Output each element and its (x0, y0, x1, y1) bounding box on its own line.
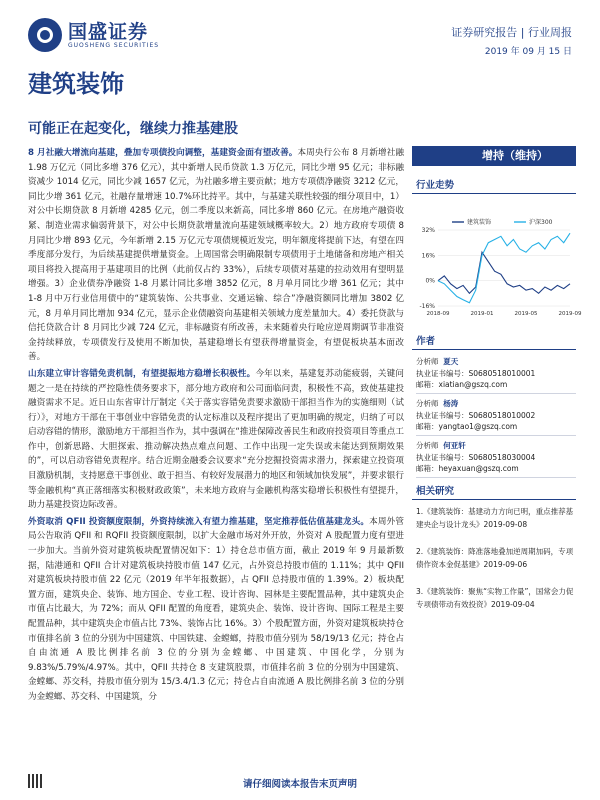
x-tick-label: 2019-05 (514, 311, 538, 317)
paragraph-lead: 外资取消 QFII 投资额度限制，外资持续流入有望力推基建，坚定推荐低估值基建龙头。 (28, 516, 370, 527)
report-body (28, 146, 404, 707)
paragraph-1 (28, 146, 404, 365)
related-item-1[interactable]: 1.《建筑装饰：基建动力方向已明，重点推荐基建央企与设计龙头》2019-09-08 (416, 507, 574, 529)
y-tick-label: 0% (425, 277, 435, 285)
paragraph-lead: 8 月社融大增流向基建，叠加专项债投向调整，基建资金面有望改善。 (28, 148, 298, 158)
analyst-email[interactable]: 邮箱：heyaxuan@gszq.com (416, 463, 576, 478)
x-tick-label: 2018-09 (426, 311, 450, 317)
x-tick-label: 2019-09 (558, 311, 582, 317)
related-item-2[interactable]: 2.《建筑装饰：降准落地叠加逆周期加码，专项债作资本金促基建》2019-09-06 (416, 547, 574, 569)
logo-english-name: GUOSHENG SECURITIES (68, 41, 160, 49)
paragraph-3 (28, 515, 404, 705)
analyst-cert: 执业证书编号：S0680518030004 (416, 452, 536, 462)
analyst-3 (416, 440, 576, 478)
y-tick-label: 32% (421, 227, 435, 234)
legend-label: 沪深300 (529, 219, 553, 226)
legend-label: 建筑装饰 (467, 219, 492, 226)
report-date: 2019 年 09 月 15 日 (484, 47, 572, 57)
analyst-1 (416, 356, 576, 394)
analyst-name: 杨涛 (443, 399, 459, 408)
industry-trend-chart (412, 216, 582, 326)
analyst-email[interactable]: 邮箱：xiatian@gszq.com (416, 379, 576, 394)
page-subtitle: 可能正在起变化，继续力推基建股 (28, 121, 238, 137)
paragraph-text: 本周央行公布 8 月新增社融 1.98 万亿元（同比多增 376 亿元），其中新增人民币贷款 1.3 万亿元，同比少增 95 亿元；非标融资减少 1014 亿元，同比少减 1657 亿元，为社融多增主要贡献；地方专项债净融资 3212 亿元，同比少增 361 亿元，社融存量增速 10.7%环比持平。其中，与基建关联性较强的细分项目中，1）对公中长期贷款 8 月新增 4285 亿元，创二季度以来新高，同比多增 860 亿元。在房地产融资收紧、制造业需求偏弱背景下，对公中长期贷款增量流向基建领域概率较大。2）地方政府专项债 8 月同比少增 893 亿元，今年新增 2.15 万亿元专项债规模近发完，明年额度将提前下达，有望在四季度部分发行，为后续基建提供增量资金。上周国常会明确限制专项债用于土地储备和房地产相关项目将投入提高用于基建项目的比例（此前仅占约 33%），后续专项债对基建的拉动效用有望明显增强。3）企业债券净融资 1-8 月累计同比多增 3852 亿元，8 月单月同比少增 361 亿元；其中 1-8 月中万行业信用债中的“建筑装饰、公共事业、交通运输、综合”净融资额同比增加 3802 亿元，8 月单月同比增加 934 亿元，显示企业债融资向基建相关领域力度差量加大。4）委托贷款与信托贷款合计 8 月同比少减 724 亿元，非标融资有所改善，未来随着央行呛应逆周期调节非准资金持续释放，专项债发行及使用不断加快，基建稳增长有望获得增量资金，有望促板块基本面改善。 (28, 148, 404, 363)
analyst-cert: 执业证书编号：S0680518010002 (416, 410, 536, 420)
related-item-3[interactable]: 3.《建筑装饰：聚焦“实物工作量”，国常会力促专项债带动有效投资》2019-09-04 (416, 587, 574, 609)
analyst-name: 夏天 (443, 357, 459, 366)
logo-name: 国盛证券 (68, 20, 149, 43)
series-line-2 (438, 233, 570, 303)
page-title: 建筑装饰 (28, 70, 124, 98)
logo-mark-icon (28, 18, 62, 52)
x-tick-label: 2019-01 (470, 311, 494, 317)
analyst-role: 分析师 (416, 399, 439, 408)
analyst-name: 何亚轩 (443, 441, 466, 450)
analyst-2 (416, 398, 576, 436)
author-section-title: 作者 (412, 334, 576, 350)
footer-disclaimer: 请仔细阅读本报告末页声明 (242, 779, 357, 790)
trend-section-title: 行业走势 (412, 178, 576, 194)
analyst-cert: 执业证书编号：S0680518010001 (416, 368, 536, 378)
paragraph-text: 本周外管局公告取消 QFII 和 RQFII 投资额度限制，以扩大金融市场对外开放，外资对 A 股配置力度有望进一步加大。当前外资对建筑板块配置情况如下：1）持仓总市值方面，截止 2019 年 9 月最新数据，陆港通和 QFII 合计对建筑板块持股市值 147 亿元，占外资总持股市值的 1.11%；其中 QFII 对建筑板块持股市值 22 亿元（2019 年半年报数据），占 QFII 总持股市值的 1.39%。2）板块配置方面，建筑央企、装饰、地方国企、专业工程、设计咨询、园林是主要配置品种，其中建筑央企市值占比最大，为 72%；而从 QFII 配置的角度看，建筑央企、装饰、设计咨询、国际工程是主要配置品种，其中建筑央企市值占比 73%、装饰占比 16%。3）个股配置方面，外资对建筑板块持仓市值排名前 3 位的分别为中国建筑、中国铁建、金螳螂，持股市值分别为 58/19/13 亿元；持仓占自由流通 A 股比例排名前 3 位的分别为金螳螂、中国建筑、中国化学，分别为 9.83%/5.79%/4.97%。其中，QFII 共持仓 8 支建筑股票，市值排名前 3 位的分别为中国建筑、金螳螂、苏交科，持股市值分别为 15/3.4/1.3 亿元；持仓占自由流通 A 股比例排名前 3 位的分别为金螳螂、苏交科、中国建筑，分 (28, 516, 404, 702)
paragraph-lead: 山东建立审计容错免责机制，有望提振地方稳增长积极性。 (28, 368, 256, 379)
related-section-title: 相关研究 (412, 484, 576, 500)
series-line-1 (438, 252, 570, 293)
y-tick-label: -16% (419, 303, 435, 310)
y-tick-label: 16% (421, 252, 435, 260)
analyst-email[interactable]: 邮箱：yangtao1@gszq.com (416, 421, 576, 436)
paragraph-text: 今年以来，基建复苏动能疲弱，关键问题之一是在持续的严控隐性债务要求下，部分地方政府和公司面临问责，积极性不高，致使基建投融资需求不足。近日山东省审计厅制定《关于落实容错免责要求激励干部担当作为的实施细则（试行）》，对地方干部在干事创业中容错免责的认定标准以及程序提出了更加明确的规定，归纳了可以启动容错的情形，激励地方干部担当作为，其中强调在“推进保障改善民生和政府投资项目等重点工作中，创新思路、大胆探索、推动解决热点难点问题、工作中出现一定失误或未能达到预期效果的”，可以启动容错免责程序。结合近期金融委会议要求“充分挖掘投资需求潜力，探索建立投资项目激励机制，支持愿意干事创业、敢于担当、有较好发展潜力的地区和领域加快发展”，并要求银行等金融机构“真正落细落实积极财政政策”，未来地方政府与金融机构落实稳增长积极性有望提升，助力基建投资边际改善。 (28, 368, 404, 511)
analyst-role: 分析师 (416, 441, 439, 450)
company-logo (28, 18, 159, 52)
rating-badge: 增持（维持） (412, 146, 576, 166)
analyst-role: 分析师 (416, 357, 439, 366)
report-type: 证券研究报告 | 行业周报 (451, 26, 572, 39)
paragraph-2 (28, 367, 404, 513)
